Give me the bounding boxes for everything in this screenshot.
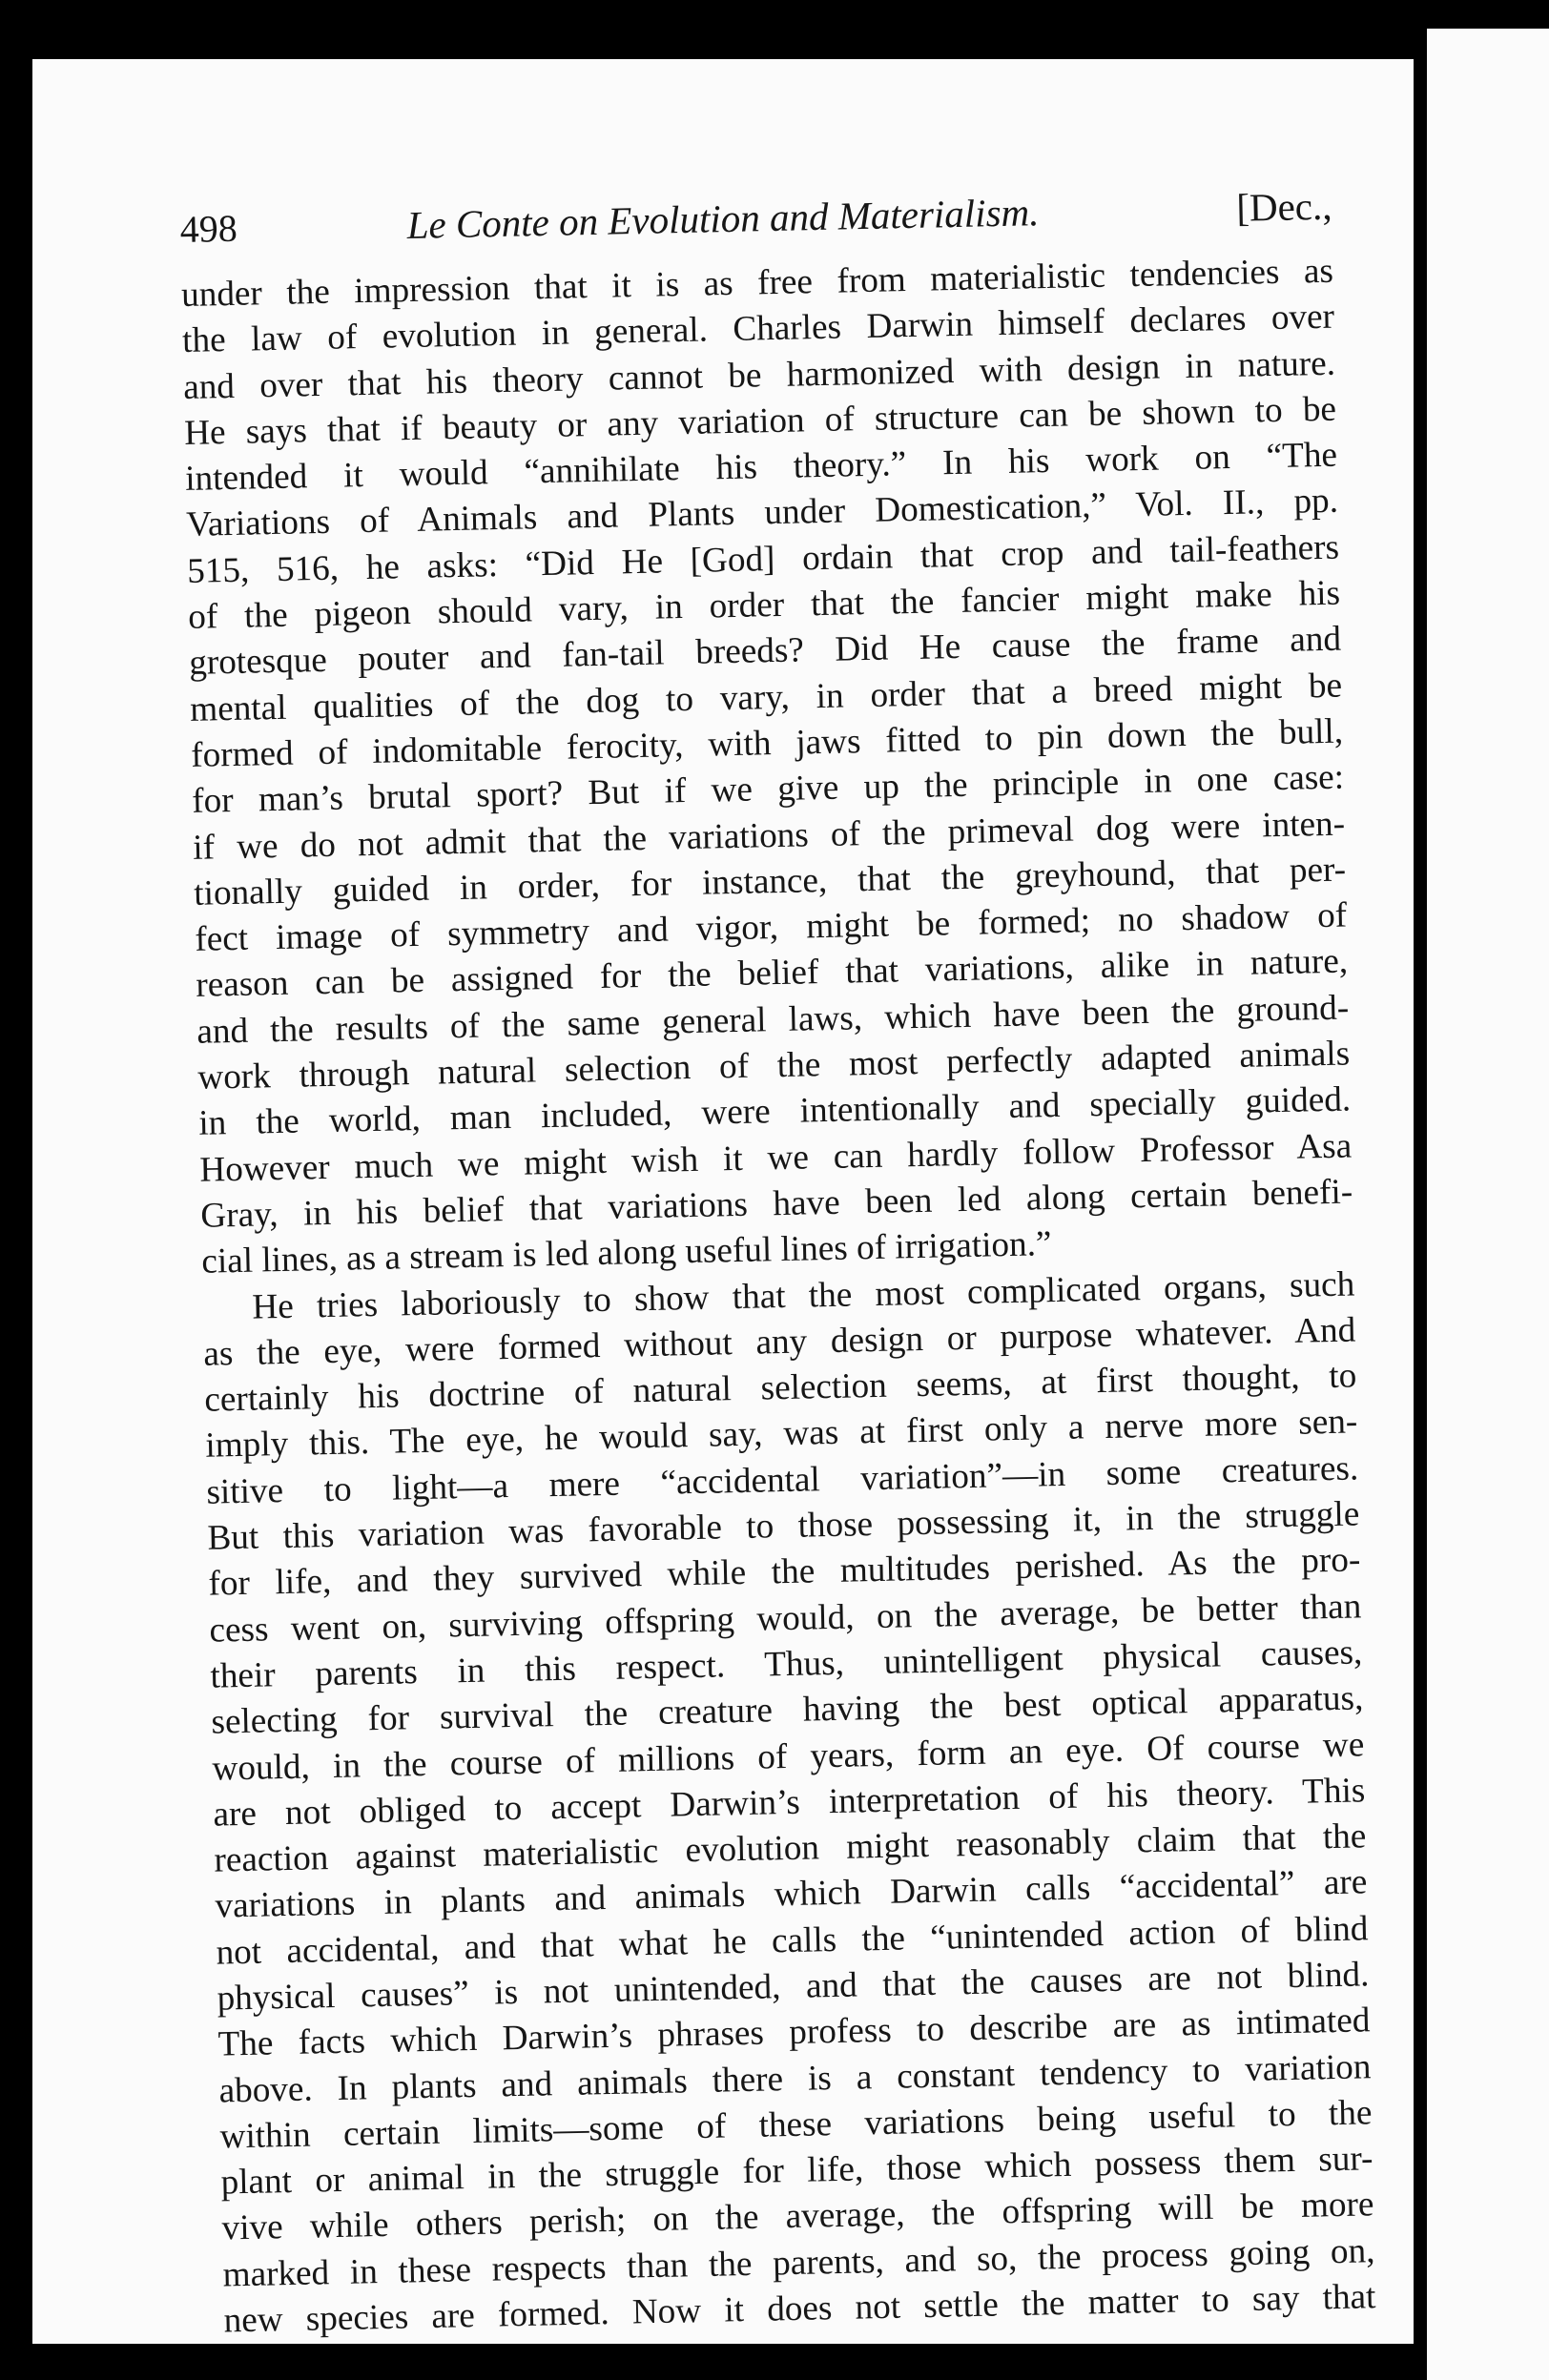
text-line: within certain limits—some of these variations being useful to the xyxy=(219,2093,1373,2157)
text-line: He says that if beauty or any variation of structure can be shown to be xyxy=(183,389,1337,453)
text-line: in the world, man included, were intentionally and specially guided. xyxy=(197,1079,1352,1144)
text-line: the law of evolution in general. Charles Darwin himself declares over xyxy=(181,297,1335,361)
paragraph xyxy=(202,1262,1376,2345)
text-line: if we do not admit that the variations of the primeval dog were inten- xyxy=(192,804,1346,868)
text-line: and the results of the same general laws, which have been the ground- xyxy=(196,988,1350,1052)
text-line: not accidental, and that what he calls the “unintended action of blind xyxy=(216,1908,1369,1973)
text-line: and over that his theory cannot be harmonized with design in nature. xyxy=(182,343,1336,407)
text-line: reason can be assigned for the belief that variations, alike in nature, xyxy=(195,941,1349,1006)
text-line: But this variation was favorable to those possessing it, in the struggle xyxy=(207,1494,1360,1558)
text-line: under the impression that it is as free from materialistic tendencies as xyxy=(180,251,1334,315)
text-line: above. In plants and animals there is a constant tendency to variation xyxy=(218,2046,1372,2111)
paragraph xyxy=(181,249,1354,1286)
text-line: intended it would “annihilate his theory.” In his work on “The xyxy=(184,435,1338,500)
text-line: new species are formed. Now it does not settle the matter to say that xyxy=(223,2277,1376,2341)
text-line: selecting for survival the creature having the best optical apparatus, xyxy=(211,1678,1364,1742)
text-line: grotesque pouter and fan-tail breeds? Did He cause the frame and xyxy=(188,619,1342,684)
text-line: vive while others perish; on the average, the offspring will be more xyxy=(221,2185,1374,2248)
text-line: reaction against materialistic evolution might reasonably claim that the xyxy=(214,1816,1367,1880)
text-line: cess went on, surviving offspring would, on the average, be better than xyxy=(209,1586,1362,1651)
body-text xyxy=(181,249,1376,2345)
text-line: sitive to light—a mere “accidental variation”—in some creatures. xyxy=(206,1448,1359,1512)
section-mark: [Dec., xyxy=(1235,183,1332,230)
text-line: physical causes” is not unintended, and that the causes are not blind. xyxy=(217,1955,1370,2019)
text-line: plant or animal in the struggle for life, those which possess them sur- xyxy=(220,2139,1373,2203)
page-content xyxy=(179,173,1376,2345)
page-number: 498 xyxy=(179,206,238,251)
text-line: variations in plants and animals which Darwin calls “accidental” are xyxy=(215,1862,1368,1926)
text-line: their parents in this respect. Thus, unintelligent physical causes, xyxy=(210,1632,1363,1696)
text-line: would, in the course of millions of years, form an eye. Of course we xyxy=(212,1724,1365,1789)
text-line: Variations of Animals and Plants under Domestication,” Vol. II., pp. xyxy=(185,482,1339,545)
text-line: tionally guided in order, for instance, that the greyhound, that per- xyxy=(193,850,1347,913)
running-title: Le Conte on Evolution and Materialism. xyxy=(406,190,1040,248)
text-line: Gray, in his belief that variations have been led along certain benefi- xyxy=(199,1172,1353,1236)
text-line: imply this. The eye, he would say, was at first only a nerve more sen- xyxy=(205,1402,1358,1467)
text-line: cial lines, as a stream is led along useful lines of irrigation.” xyxy=(200,1224,1052,1282)
text-line: The facts which Darwin’s phrases profess to describe are as intimated xyxy=(217,2000,1371,2064)
text-line: certainly his doctrine of natural selection seems, at first thought, to xyxy=(204,1356,1357,1420)
text-line: as the eye, were formed without any design or purpose whatever. And xyxy=(203,1310,1356,1374)
text-line: work through natural selection of the most perfectly adapted animals xyxy=(196,1034,1351,1098)
adjacent-page-edge xyxy=(1427,29,1549,2380)
text-line: are not obliged to accept Darwin’s interpretation of his theory. This xyxy=(213,1771,1366,1835)
text-line: 515, 516, he asks: “Did He [God] ordain that crop and tail-feathers xyxy=(186,527,1340,591)
text-line: for life, and they survived while the multitudes perished. As the pro- xyxy=(208,1540,1361,1604)
text-line: of the pigeon should vary, in order that the fancier might make his xyxy=(187,573,1341,637)
text-line: However much we might wish it we can hardly follow Professor Asa xyxy=(198,1126,1353,1190)
text-line: marked in these respects than the parents, and so, the process going on, xyxy=(222,2230,1375,2295)
text-line: for man’s brutal sport? But if we give up the principle in one case: xyxy=(191,757,1345,822)
text-line: mental qualities of the dog to vary, in order that a breed might be xyxy=(189,666,1343,729)
text-line: formed of indomitable ferocity, with jaws fitted to pin down the bull, xyxy=(190,711,1344,775)
text-line: fect image of symmetry and vigor, might be formed; no shadow of xyxy=(194,895,1348,959)
text-line: He tries laboriously to show that the most complicated organs, such xyxy=(251,1263,1355,1327)
